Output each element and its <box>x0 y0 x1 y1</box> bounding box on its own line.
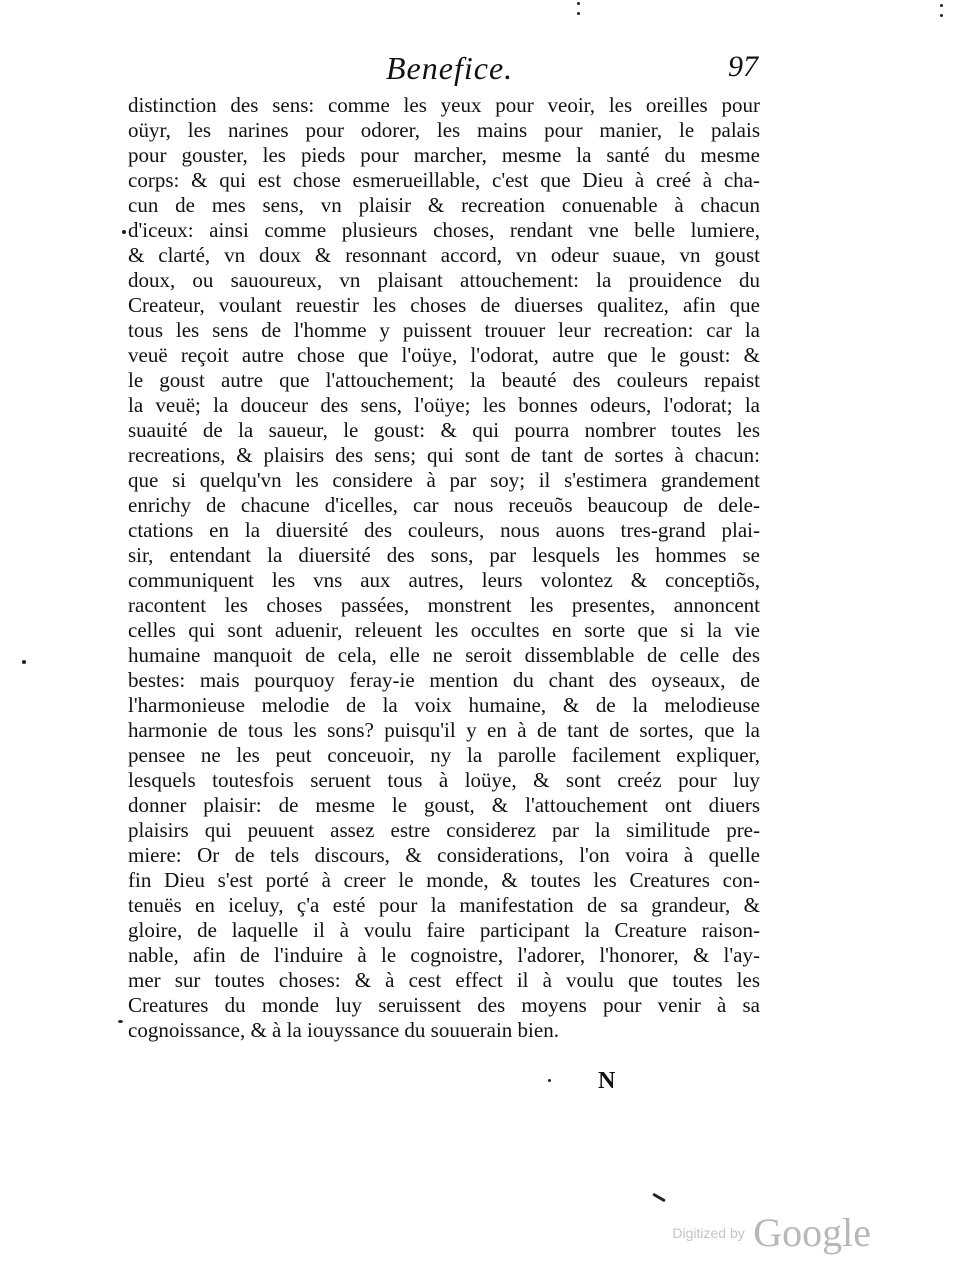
body-text <box>128 93 760 1043</box>
text-line: fin Dieu s'est porté à creer le monde, & toutes les Creatures con- <box>128 868 760 892</box>
text-line: l'harmonieuse melodie de la voix humaine, & de la melodieuse <box>128 693 760 717</box>
text-line: pensee ne les peut conceuoir, ny la parolle facilement expliquer, <box>128 743 760 767</box>
text-line: celles qui sont aduenir, releuent les occultes en sorte que si la vie <box>128 618 760 642</box>
text-line: humaine manquoit de cela, elle ne seroit dissemblable de celle des <box>128 643 760 667</box>
page-number: 97 <box>728 50 758 83</box>
text-line: le goust autre que l'attouchement; la beauté des couleurs repaist <box>128 368 760 392</box>
text-line: nable, afin de l'induire à le cognoistre, l'adorer, l'honorer, & l'ay- <box>128 943 760 967</box>
text-line: miere: Or de tels discours, & considerations, l'on voira à quelle <box>128 843 760 867</box>
text-line: recreations, & plaisirs des sens; qui sont de tant de sortes à chacun: <box>128 443 760 467</box>
text-line: tenuës en iceluy, ç'a esté pour la manifestation de sa grandeur, & <box>128 893 760 917</box>
text-line: veuë reçoit autre chose que l'oüye, l'odorat, autre que le goust: & <box>128 343 760 367</box>
page-header <box>128 50 758 92</box>
text-line: communiquent les vns aux autres, leurs volontez & conceptiõs, <box>128 568 760 592</box>
text-line: corps: & qui est chose esmerueillable, c'est que Dieu à creé à cha- <box>128 168 760 192</box>
text-line: distinction des sens: comme les yeux pour veoir, les oreilles pour <box>128 93 760 117</box>
watermark-prefix: Digitized by <box>672 1224 745 1241</box>
ink-speck <box>118 1020 123 1023</box>
text-line: harmonie de tous les sons? puisqu'il y en à de tant de sortes, que la <box>128 718 760 742</box>
watermark-logo: Google <box>753 1210 871 1255</box>
text-line: Creatures du monde luy seruissent des moyens pour venir à sa <box>128 993 760 1017</box>
scan-edge-artifact <box>577 0 581 20</box>
text-line: racontent les choses passées, monstrent les presentes, annoncent <box>128 593 760 617</box>
running-head: Benefice. <box>386 50 514 86</box>
digitized-watermark <box>672 1209 871 1256</box>
text-line: bestes: mais pourquoy feray-ie mention du chant des oyseaux, de <box>128 668 760 692</box>
text-line: que si quelqu'vn les considere à par soy; il s'estimera grandement <box>128 468 760 492</box>
text-line: la veuë; la douceur des sens, l'oüye; les bonnes odeurs, l'odorat; la <box>128 393 760 417</box>
text-line: enrichy de chacune d'icelles, car nous receuõs beaucoup de dele- <box>128 493 760 517</box>
text-line: oüyr, les narines pour odorer, les mains pour manier, le palais <box>128 118 760 142</box>
text-line: Createur, voulant reuestir les choses de diuerses qualitez, afin que <box>128 293 760 317</box>
text-line: cognoissance, & à la iouyssance du souuerain bien. <box>128 1018 559 1042</box>
text-line: mer sur toutes choses: & à cest effect il à voulu que toutes les <box>128 968 760 992</box>
text-line: donner plaisir: de mesme le goust, & l'attouchement ont diuers <box>128 793 760 817</box>
text-line: sir, entendant la diuersité des sons, par lesquels les hommes se <box>128 543 760 567</box>
ink-speck <box>652 1193 666 1203</box>
signature-mark: N <box>598 1068 616 1094</box>
text-line: ctations en la diuersité des couleurs, nous auons tres-grand plai- <box>128 518 760 542</box>
text-line: d'iceux: ainsi comme plusieurs choses, rendant vne belle lumiere, <box>128 218 760 242</box>
text-line: gloire, de laquelle il à voulu faire participant la Creature raison- <box>128 918 760 942</box>
text-line: tous les sens de l'homme y puissent trouuer leur recreation: car la <box>128 318 760 342</box>
ink-speck <box>122 230 126 234</box>
text-line: doux, ou sauoureux, vn plaisant attouchement: la prouidence du <box>128 268 760 292</box>
text-line: pour gouster, les pieds pour marcher, mesme la santé du mesme <box>128 143 760 167</box>
text-line: cun de mes sens, vn plaisir & recreation conuenable à chacun <box>128 193 760 217</box>
text-line: plaisirs qui peuuent assez estre considerez par la similitude pre- <box>128 818 760 842</box>
ink-speck <box>548 1079 551 1082</box>
scan-edge-artifact <box>940 0 944 20</box>
text-line: lesquels toutesfois seruent tous à loüye, & sont creéz pour luy <box>128 768 760 792</box>
text-line: & clarté, vn doux & resonnant accord, vn odeur suaue, vn goust <box>128 243 760 267</box>
text-line: suauité de la saueur, le goust: & qui pourra nombrer toutes les <box>128 418 760 442</box>
ink-speck <box>22 660 26 664</box>
